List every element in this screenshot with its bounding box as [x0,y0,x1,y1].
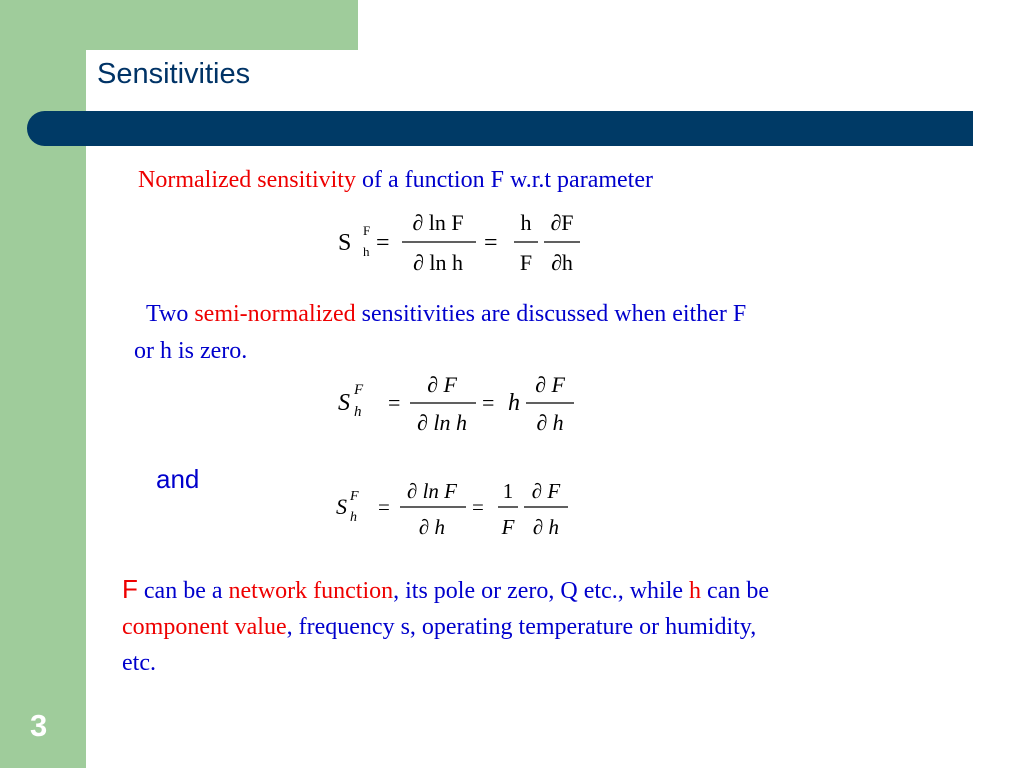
semi-normalized-term: semi-normalized [194,301,356,327]
and-label: and [156,464,200,494]
eq3-eq-b: = [472,495,484,519]
paragraph-line-2 [122,610,756,644]
para-t1: can be a [137,578,229,604]
paragraph-line-1 [122,572,769,608]
para-F: F [122,574,138,604]
para-t3: can be [701,578,770,604]
eq3-den3: ∂ h [532,515,560,539]
eq3-eq-a: = [378,495,390,519]
equation-semi-normalized-1 [330,368,590,442]
paragraph-line-3: etc. [122,650,156,676]
equation-normalized [330,200,600,280]
eq1-sub: h [363,244,370,259]
eq3-num1: ∂ ln F [406,479,458,503]
line2-pre: Two [146,301,195,327]
eq1-S: S [338,230,352,256]
page-number: 3 [30,708,48,743]
normalized-sensitivity-term: Normalized sensitivity [138,167,356,193]
eq2-num1: ∂ F [427,372,457,397]
eq2-sup: F [354,382,364,398]
semi-normalized-line [146,297,746,331]
eq2-num2: ∂ F [535,372,565,397]
eq1-eq-a: = [376,230,390,256]
eq2-den1: ∂ ln h [417,410,467,435]
eq2-eq-b: = [482,390,495,415]
eq1-eq-b: = [484,230,498,256]
para-t2: , its pole or zero, Q etc., while [393,578,690,604]
eq3-num2: 1 [502,479,514,503]
normalized-sensitivity-line [138,163,653,197]
eq2-h: h [508,390,520,416]
equation-semi-normalized-2 [330,474,580,544]
eq3-sub: h [350,510,357,525]
semi-normalized-line-b: or h is zero. [134,338,248,364]
eq2-sub: h [354,404,362,420]
para-h: h [689,578,702,604]
eq1-num2: h [520,210,532,235]
eq3-sup: F [350,489,359,504]
component-value-term: component value [122,614,287,640]
eq2-eq-a: = [388,390,401,415]
eq1-num3: ∂F [550,210,574,235]
line1-rest: of a function F w.r.t parameter [355,167,653,193]
line2-post: sensitivities are discussed when either F [355,301,747,327]
eq1-den2: F [519,250,533,275]
eq2-S: S [338,390,350,416]
eq3-den2: F [501,515,515,539]
top-decor-tab [86,0,358,50]
eq3-S: S [336,494,347,519]
title-underline-bar [27,111,973,146]
eq3-num3: ∂ F [531,479,561,503]
eq1-sup: F [363,223,371,238]
eq2-den2: ∂ h [536,410,564,435]
eq1-den3: ∂h [551,250,573,275]
eq3-den1: ∂ h [418,515,446,539]
network-function-term: network function [228,578,394,604]
eq1-num1: ∂ ln F [412,210,464,235]
para-t4: , frequency s, operating temperature or humidity, [286,614,757,640]
eq1-den1: ∂ ln h [413,250,463,275]
slide-title: Sensitivities [97,58,251,90]
